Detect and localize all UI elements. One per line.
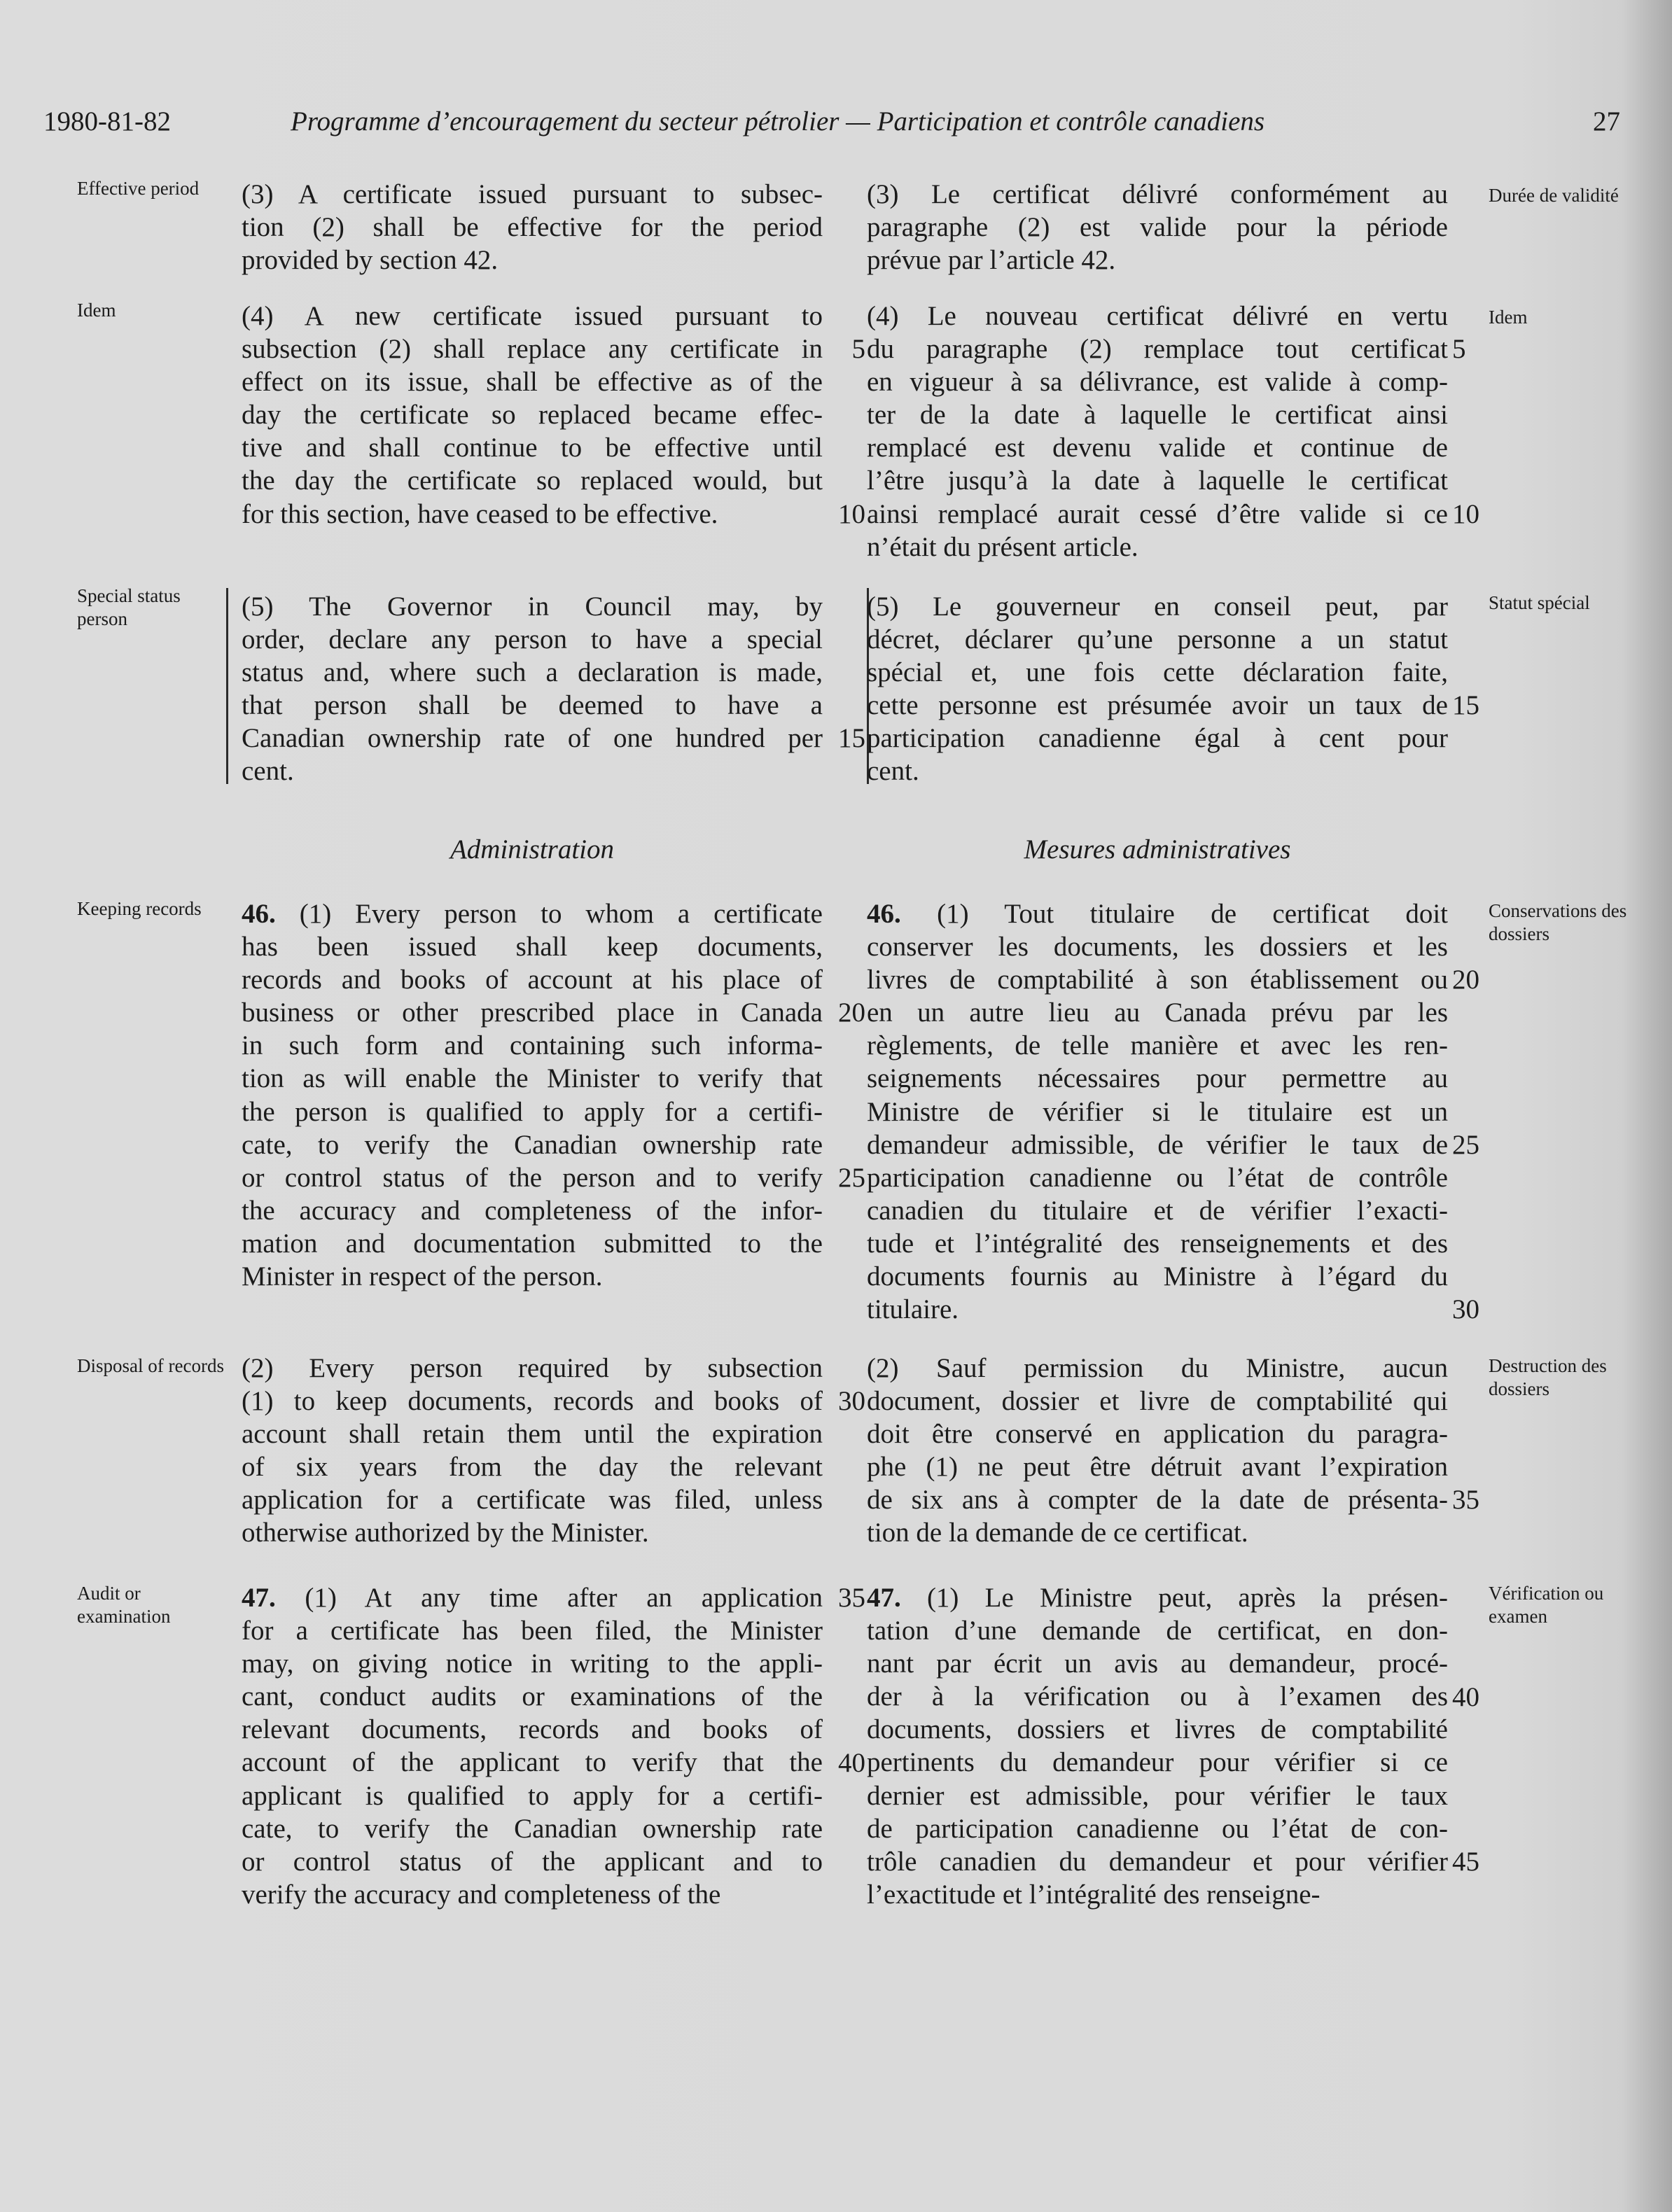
margin-note-verification: Vérification ou examen [1489, 1583, 1604, 1627]
fr-heading-mesures-administratives: Mesures administratives [1024, 834, 1291, 864]
line-number: 45 [1452, 1847, 1479, 1877]
margin-note-idem: Idem [77, 300, 116, 321]
fr-section-47-1: 47. (1) Le Ministre peut, après la présen- tation d’une demande de certificat, en don- nant par écrit un avis au demandeur, procé- der à la vérification ou à l’examen des documents, dossiers et livres de comptabilité pertinents du demandeur pour vérifier si ce dernier est admissible, pour vérifier le taux de participation canadienne ou l’état de con- trôle canadien du demandeur et pour vérifier l’exactitude et l’intégralité des renseigne- [867, 1583, 1448, 1910]
line-number: 10 [838, 499, 865, 529]
margin-note-duree-validite: Durée de validité [1489, 185, 1619, 206]
line-number: 20 [838, 997, 865, 1028]
margin-note-keeping-records: Keeping records [77, 898, 202, 919]
margin-note-statut-special: Statut spécial [1489, 592, 1590, 613]
line-number: 35 [838, 1583, 865, 1613]
line-number: 30 [838, 1386, 865, 1416]
fr-subsection-4: (4) Le nouveau certificat délivré en vertu du paragraphe (2) remplace tout certificat en vigueur à sa délivrance, est valide à comp- ter de la date à laquelle le certificat ainsi remplacé est devenu valide et continue de l’être jusqu’à la date à laquelle le certificat ainsi remplacé aurait cessé d’être valide si ce n’était du présent article. [867, 301, 1448, 562]
header-year: 1980-81-82 [43, 106, 171, 136]
line-number: 30 [1452, 1294, 1479, 1324]
margin-note-audit: Audit or examination [77, 1583, 171, 1627]
fr-subsection-5: (5) Le gouverneur en conseil peut, par décret, déclarer qu’une personne a un statut spécial et, une fois cette déclaration faite, cette personne est présumée avoir un taux de participation canadienne égal à cent pour cent. [867, 592, 1448, 787]
en-subsection-4: (4) A new certificate issued pursuant to subsection (2) shall replace any certificate in effect on its issue, shall be effective as of the day the certificate so replaced became effec- tive and shall continue to be effective until the day the certificate so replaced would, but for this section, have ceased to be effective. [242, 301, 823, 529]
line-number: 25 [1452, 1130, 1479, 1160]
margin-note-disposal-records: Disposal of records [77, 1355, 224, 1376]
en-section-46-1: 46. (1) Every person to whom a certificate has been issued shall keep documents, records and books of account at his place of business or other prescribed place in Canada in such form and containing such informa- tion as will enable the Minister to verify that the person is qualified to apply for a certifi- cate, to verify the Canadian ownership rate or control status of the person and to verify the accuracy and completeness of the infor- mation and documentation submitted to the Minister in respect of the person. [242, 899, 823, 1292]
line-number: 25 [838, 1163, 865, 1193]
line-number: 15 [838, 723, 865, 753]
en-heading-administration: Administration [450, 834, 615, 864]
line-number: 40 [838, 1748, 865, 1778]
en-subsection-3: (3) A certificate issued pursuant to subsec- tion (2) shall be effective for the period provided by section 42. [242, 179, 823, 276]
line-number: 20 [1452, 965, 1479, 995]
line-number: 40 [1452, 1682, 1479, 1712]
margin-note-effective-period: Effective period [77, 178, 200, 199]
line-number: 5 [1452, 334, 1466, 364]
fr-section-46-2: (2) Sauf permission du Ministre, aucun document, dossier et livre de comptabilité qui doit être conservé en application du paragra- phe (1) ne peut être détruit avant l’expiration de six ans à compter de la date de présenta- tion de la demande de ce certificat. [867, 1353, 1448, 1548]
header-title: Programme d’encouragement du secteur pétrolier — Participation et contrôle canadiens [291, 106, 1265, 136]
fr-section-46-1: 46. (1) Tout titulaire de certificat doit conserver les documents, les dossiers et les livres de comptabilité à son établissement ou en un autre lieu au Canada prévu par les règlements, de telle manière et avec les ren- seignements nécessaires pour permettre au Ministre de vérifier si le titulaire est un demandeur admissible, de vérifier le taux de participation canadienne ou l’état de contrôle canadien du titulaire et de vérifier l’exacti- tude et l’intégralité des renseignements et des documents fournis au Ministre à l’égard du titulaire. [867, 899, 1448, 1325]
line-number: 10 [1452, 499, 1479, 529]
fr-subsection-3: (3) Le certificat délivré conformément au paragraphe (2) est valide pour la période prévue par l’article 42. [867, 179, 1448, 276]
margin-note-special-status: Special status person [77, 585, 181, 629]
revision-bar-left [226, 588, 228, 784]
line-number: 5 [851, 334, 865, 364]
margin-note-destruction: Destruction des dossiers [1489, 1355, 1607, 1399]
en-subsection-5: (5) The Governor in Council may, by order, declare any person to have a special status and, where such a declaration is made, that person shall be deemed to have a Canadian ownership rate of one hundred per cent. [242, 592, 823, 787]
page-number: 27 [1593, 106, 1620, 136]
line-number: 15 [1452, 690, 1479, 720]
en-section-46-2: (2) Every person required by subsection (1) to keep documents, records and books of account shall retain them until the expiration of six years from the day the relevant application for a certificate was filed, unless otherwise authorized by the Minister. [242, 1353, 823, 1548]
margin-note-conservation: Conservations des dossiers [1489, 900, 1627, 944]
en-section-47-1: 47. (1) At any time after an application for a certificate has been filed, the Minister may, on giving notice in writing to the appli- cant, conduct audits or examinations of the relevant documents, records and books of account of the applicant to verify that the applicant is qualified to apply for a certifi- cate, to verify the Canadian ownership rate or control status of the applicant and to verify the accuracy and completeness of the [242, 1583, 823, 1910]
margin-note-idem-fr: Idem [1489, 307, 1528, 328]
line-number: 35 [1452, 1485, 1479, 1515]
